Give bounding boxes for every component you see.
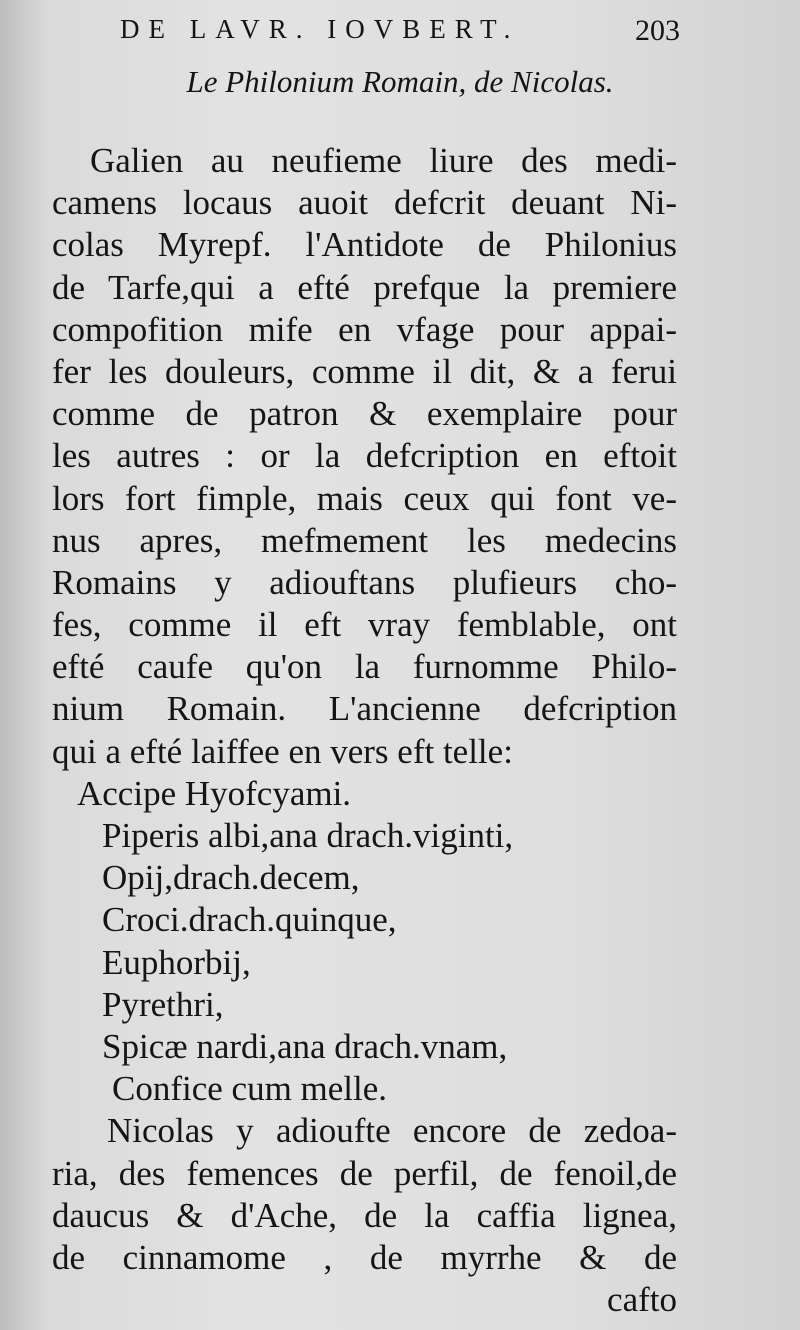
text-line: colas Myrepf. l'Antidote de Philonius bbox=[52, 225, 677, 265]
text-line: nus apres, mefmement les medecins bbox=[52, 520, 677, 560]
text-line: efté caufe qu'on la furnomme Philo- bbox=[52, 647, 677, 687]
running-head: DE LAVR. IOVBERT. bbox=[120, 14, 520, 44]
section-title: Le Philonium Romain, de Nicolas. bbox=[186, 64, 614, 99]
text-line: nium Romain. L'ancienne defcription bbox=[52, 689, 677, 729]
recipe-line: Croci.drach.quinque, bbox=[102, 900, 397, 940]
text-line: Galien au neufieme liure des medi- bbox=[90, 141, 677, 180]
text-line: fes, comme il eft vray femblable, ont bbox=[52, 605, 677, 645]
text-line: fer les douleurs, comme il dit, & a ferui bbox=[52, 351, 677, 391]
recipe-line: Confice cum melle. bbox=[112, 1069, 388, 1109]
body-text bbox=[52, 140, 677, 1321]
recipe-line: Opij,drach.decem, bbox=[102, 858, 360, 898]
page-number: 203 bbox=[635, 14, 680, 47]
recipe-line: Accipe Hyofcyami. bbox=[77, 773, 352, 813]
text-line: Nicolas y adioufte encore de zedoa- bbox=[107, 1111, 677, 1151]
recipe-line: Euphorbij, bbox=[102, 942, 251, 982]
catchword: cafto bbox=[607, 1280, 677, 1320]
text-line: camens locaus auoit defcrit deuant Ni- bbox=[52, 183, 677, 223]
text-line: ria, des femences de perfil, de fenoil,de bbox=[52, 1153, 677, 1193]
text-line: daucus & d'Ache, de la caffia lignea, bbox=[52, 1195, 677, 1235]
text-line: les autres : or la defcription en eftoit bbox=[52, 436, 677, 476]
text-line: compofition mife en vfage pour appai- bbox=[52, 309, 677, 349]
text-line: lors fort fimple, mais ceux qui font ve- bbox=[52, 478, 677, 518]
text-line: Romains y adiouftans plufieurs cho- bbox=[52, 562, 677, 602]
text-line: comme de patron & exemplaire pour bbox=[52, 394, 677, 434]
recipe-line: Piperis albi,ana drach.viginti, bbox=[102, 816, 514, 855]
text-line: qui a efté laiffee en vers eft telle: bbox=[52, 731, 513, 771]
page-header bbox=[120, 14, 680, 54]
text-line: de Tarfe,qui a efté prefque la premiere bbox=[52, 267, 677, 307]
text-line: de cinnamome , de myrrhe & de bbox=[52, 1237, 677, 1277]
recipe-line: Spicæ nardi,ana drach.vnam, bbox=[102, 1026, 508, 1066]
recipe-line: Pyrethri, bbox=[102, 984, 224, 1024]
